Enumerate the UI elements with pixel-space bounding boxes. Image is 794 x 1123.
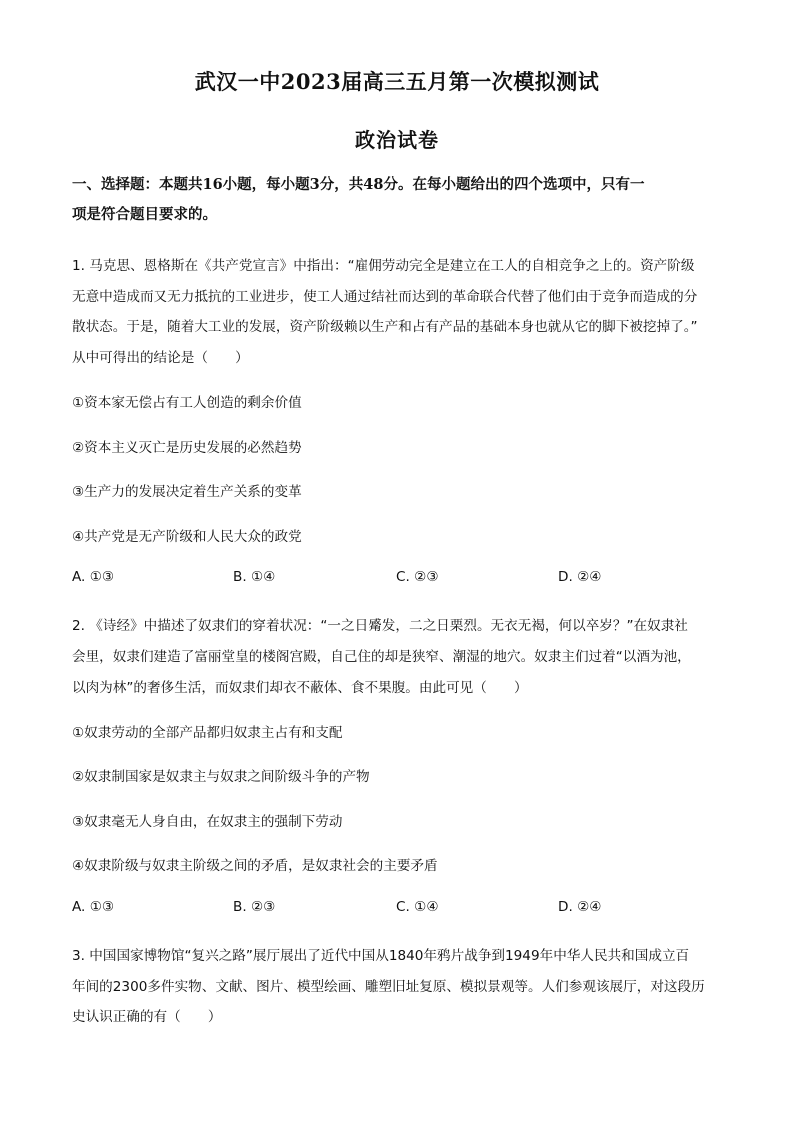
question-stem-line: 无意中造成而又无力抵抗的工业进步，使工人通过结社而达到的革命联合代替了他们由于竞争而造成的分 xyxy=(72,289,698,305)
option-a[interactable]: A. ①③ xyxy=(72,569,115,585)
question-stem-line: 3. 中国国家博物馆“复兴之路”展厅展出了近代中国从1840年鸦片战争到1949年中华人民共和国成立百 xyxy=(72,948,690,964)
option-a[interactable]: A. ①③ xyxy=(72,899,115,915)
section-heading-line: 一、选择题：本题共16小题，每小题3分，共48分。在每小题给出的四个选项中，只有一 xyxy=(72,176,645,193)
statement: ①奴隶劳动的全部产品都归奴隶主占有和支配 xyxy=(72,725,343,741)
option-b[interactable]: B. ①④ xyxy=(233,569,276,585)
question-stem-line: 年间的2300多件实物、文献、图片、模型绘画、雕塑旧址复原、模拟景观等。人们参观该展厅，对这段历 xyxy=(72,979,705,995)
question-stem-line: 会里，奴隶们建造了富丽堂皇的楼阁宫殿，自己住的却是狭窄、潮湿的地穴。奴隶主们过着“以酒为池， xyxy=(72,649,691,665)
statement: ③生产力的发展决定着生产关系的变革 xyxy=(72,484,302,500)
question-stem-line: 2. 《诗经》中描述了奴隶们的穿着状况：“一之日觱发，二之日栗烈。无衣无褐，何以卒岁？”在奴隶社 xyxy=(72,618,688,634)
statement: ③奴隶毫无人身自由，在奴隶主的强制下劳动 xyxy=(72,814,343,830)
question-stem-line: 以肉为林”的奢侈生活，而奴隶们却衣不蔽体、食不果腹。由此可见（ ） xyxy=(72,680,528,696)
section-heading xyxy=(72,170,724,230)
option-d[interactable]: D. ②④ xyxy=(558,569,602,585)
statement: ①资本家无偿占有工人创造的剩余价值 xyxy=(72,395,302,411)
statement: ②资本主义灭亡是历史发展的必然趋势 xyxy=(72,440,302,456)
exam-subject: 政治试卷 xyxy=(355,128,439,152)
question-stem-line: 史认识正确的有（ ） xyxy=(72,1009,222,1025)
question-stem-line: 从中可得出的结论是（ ） xyxy=(72,350,249,366)
section-heading-line: 项是符合题目要求的。 xyxy=(72,206,217,223)
question-stem-line: 1. 马克思、恩格斯在《共产党宣言》中指出：“雇佣劳动完全是建立在工人的自相竞争之上的。资产阶级 xyxy=(72,258,695,274)
option-c[interactable]: C. ②③ xyxy=(396,569,439,585)
option-c[interactable]: C. ①④ xyxy=(396,899,439,915)
statement: ②奴隶制国家是奴隶主与奴隶之间阶级斗争的产物 xyxy=(72,769,370,785)
statement: ④奴隶阶级与奴隶主阶级之间的矛盾，是奴隶社会的主要矛盾 xyxy=(72,858,438,874)
exam-title: 武汉一中2023届高三五月第一次模拟测试 xyxy=(194,69,600,94)
option-d[interactable]: D. ②④ xyxy=(558,899,602,915)
question-stem-line: 散状态。于是，随着大工业的发展，资产阶级赖以生产和占有产品的基础本身也就从它的脚下被挖掉了。” xyxy=(72,319,698,335)
statement: ④共产党是无产阶级和人民大众的政党 xyxy=(72,529,302,545)
option-b[interactable]: B. ②③ xyxy=(233,899,276,915)
